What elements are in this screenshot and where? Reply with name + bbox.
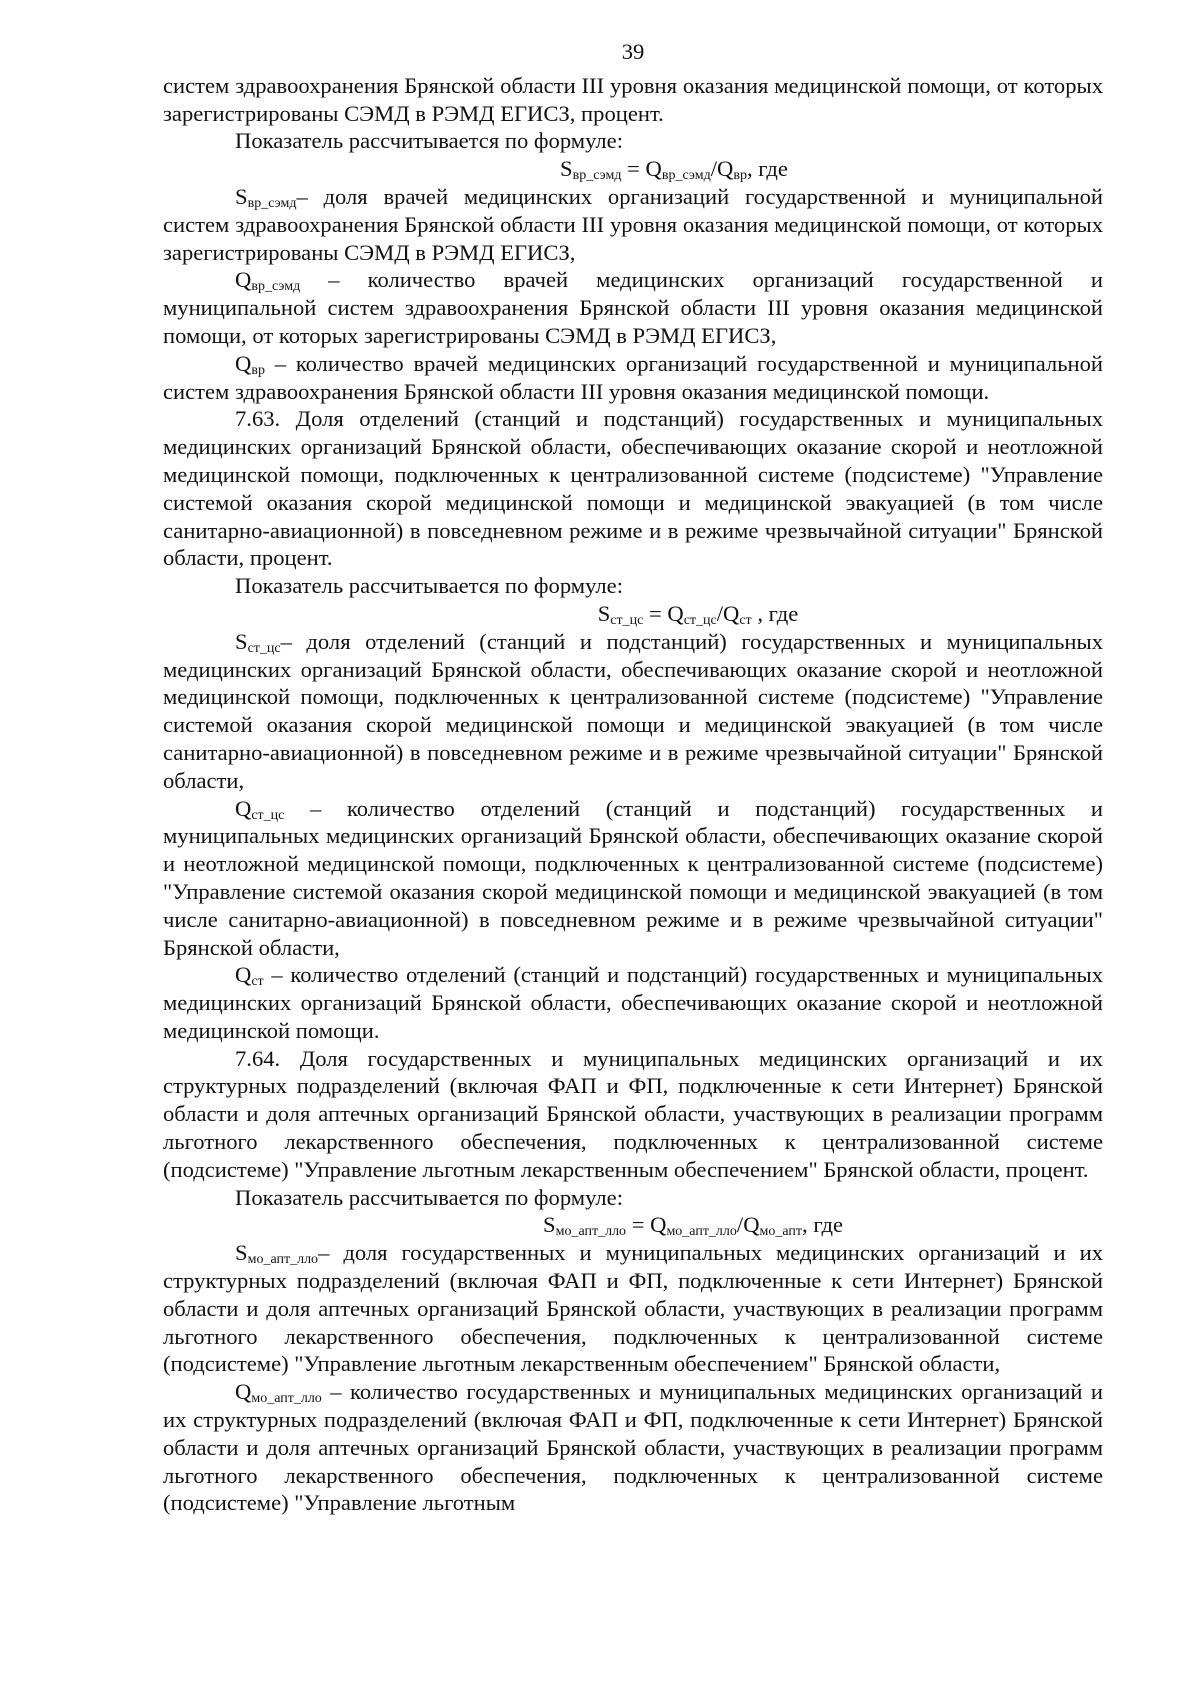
definition-q-vr: $Q_{вр}$ – количество врачей медицинских организаций государственной и муниципальной систем здравоохранения Брянской области III уровня оказания медицинской помощи. (163, 350, 1103, 404)
section-7-63: 7.63. Доля отделений (станций и подстанций) государственных и муниципальных медицинских организаций Брянской области, обеспечивающих оказание скорой и неотложной медицинской помощи, подключенных к централизованной системе (подсистеме) "Управление системой оказания скорой медицинской помощи и медицинской эвакуацией (в том числе санитарно-авиационной) в повседневном режиме и в режиме чрезвычайной ситуации" Брянской области, процент. (163, 406, 1103, 571)
paragraph-continuation: систем здравоохранения Брянской области III уровня оказания медицинской помощи, от которых зарегистрированы СЭМД в РЭМД ЕГИСЗ, процент. (163, 72, 1103, 126)
formula-intro: Показатель рассчитывается по формуле: (235, 1184, 623, 1210)
definition-s-mo-apt-llo: $S_{мо\_апт\_лло}-$ доля государственных и муниципальных медицинских организаций и их структурных подразделений (включая ФАП и ФП, подключенные к сети Интернет) Брянской области и доля аптечных организаций Брянской области, участвующих в реализации программ льготного лекарственного обеспечения, подключенных к централизованной системе (подсистеме) "Управление льготным лекарственным обеспечением" Брянской области, (163, 1240, 1103, 1377)
page-number: 39 (621, 39, 645, 64)
document-page (163, 38, 1103, 1517)
definition-q-st-ts: $Q_{ст\_цс}$ – количество отделений (станций и подстанций) государственных и муниципальных медицинских организаций Брянской области, обеспечивающих оказание скорой и неотложной медицинской помощи, подключенных к централизованной системе (подсистеме) "Управление системой оказания скорой медицинской помощи и медицинской эвакуацией (в том числе санитарно-авиационной) в повседневном режиме и в режиме чрезвычайной ситуации" Брянской области, (163, 795, 1103, 960)
formula-intro: Показатель рассчитывается по формуле: (235, 128, 623, 154)
formula-s-st-ts: $S_{ст\_цс} = Q_{ст\_цс}/Q_{ст}$ , где (597, 600, 799, 628)
formula-s-vr-semd: $S_{вр\_сэмд} = Q_{вр\_сэмд}/Q_{вр}$, где (560, 156, 788, 184)
definition-q-st: $Q_{ст}$ – количество отделений (станций и подстанций) государственных и муниципальных медицинских организаций Брянской области, обеспечивающих оказание скорой и неотложной медицинской помощи. (163, 962, 1103, 1043)
definition-q-vr-semd: $Q_{вр\_сэмд}$ – количество врачей медицинских организаций государственной и муниципальной систем здравоохранения Брянской области III уровня оказания медицинской помощи, от которых зарегистрированы СЭМД в РЭМД ЕГИСЗ, (163, 267, 1103, 348)
formula-s-mo-apt-llo: $S_{мо\_апт\_лло} = Q_{мо\_апт\_лло}/Q_{мо\_апт}$, где (543, 1212, 843, 1240)
definition-s-st-ts: $S_{ст\_цс}-$ доля отделений (станций и подстанций) государственных и муниципальных медицинских организаций Брянской области, обеспечивающих оказание скорой и неотложной медицинской помощи, подключенных к централизованной системе (подсистеме) "Управление системой оказания скорой медицинской помощи и медицинской эвакуацией (в том числе санитарно-авиационной) в повседневном режиме и в режиме чрезвычайной ситуации" Брянской области, (163, 628, 1103, 793)
formula-intro: Показатель рассчитывается по формуле: (235, 573, 623, 599)
definition-q-mo-apt-llo: $Q_{мо\_апт\_лло}$ – количество государственных и муниципальных медицинских организаций и их структурных подразделений (включая ФАП и ФП, подключенные к сети Интернет) Брянской области и доля аптечных организаций Брянской области, участвующих в реализации программ льготного лекарственного обеспечения, подключенных к централизованной системе (подсистеме) "Управление льготным (163, 1379, 1103, 1516)
section-7-64: 7.64. Доля государственных и муниципальных медицинских организаций и их структурных подразделений (включая ФАП и ФП, подключенные к сети Интернет) Брянской области и доля аптечных организаций Брянской области, участвующих в реализации программ льготного лекарственного обеспечения, подключенных к централизованной системе (подсистеме) "Управление льготным лекарственным обеспечением" Брянской области, процент. (163, 1045, 1103, 1182)
definition-s-vr-semd: $S_{вр\_сэмд}-$ доля врачей медицинских организаций государственной и муниципальной систем здравоохранения Брянской области III уровня оказания медицинской помощи, от которых зарегистрированы СЭМД в РЭМД ЕГИСЗ, (163, 183, 1103, 265)
